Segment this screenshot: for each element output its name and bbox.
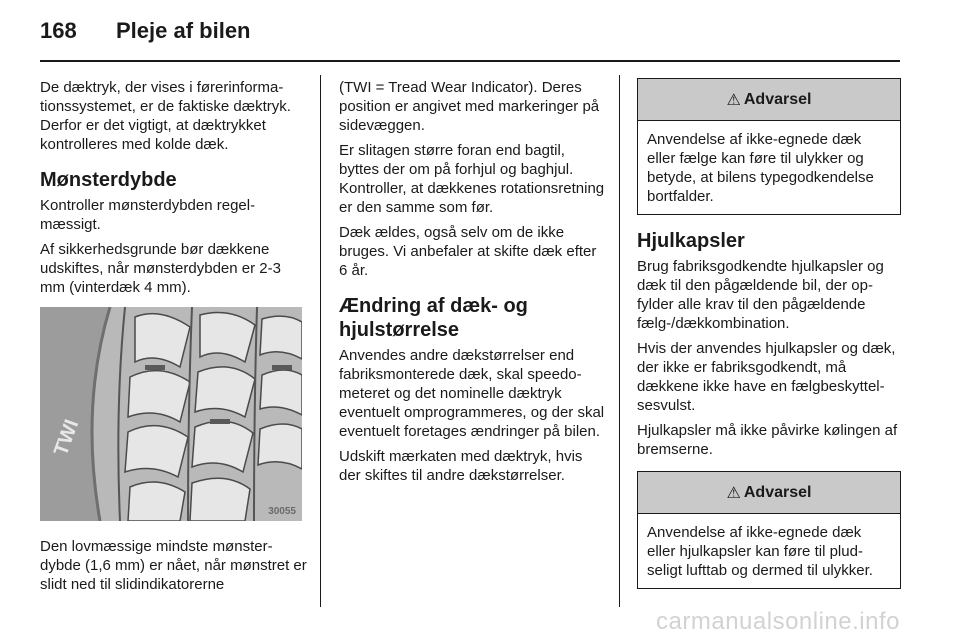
header-rule [40, 60, 900, 62]
paragraph-tire-pressure: De dæktryk, der vises i førerinformationssystemet, er de faktiske dæktryk. Derfor er det vigtigt, at dæktrykket kontrolleres med kolde dæk. [40, 79, 291, 153]
column-3 [637, 78, 901, 603]
paragraph-replace-tires: Af sikkerhedsgrunde bør dækkene udskiftes, når mønsterdybden er 2-3 mm (vinterdæk 4 mm). [40, 241, 281, 296]
heading-wheel-covers: Hjulkapsler [637, 230, 745, 252]
paragraph-other-sizes: Anvendes andre dækstørrelser end fabriksmonterede dæk, skal speedometeret og det nominelle dæktryk eventuelt omprogrammeres, og der skal eventuelt foretages ændringer på bilen. [339, 347, 605, 440]
paragraph-rotate-wheels: Er slitagen større foran end bagtil, byttes der om på forhjul og baghjul. Kontroller, at dækkenes rotationsretning er den samme som før. [339, 142, 605, 216]
column-1 [40, 78, 308, 600]
tire-tread-illustration [40, 307, 302, 521]
warning-title: Advarsel [743, 483, 812, 501]
warning-box-covers [637, 471, 901, 589]
page-header [40, 18, 251, 48]
paragraph-approved-covers: Brug fabriksgodkendte hjulkapsler og dæk til den pågældende bil, der opfylder alle krav til den pågældende fælg-/dækkombination. [637, 258, 884, 332]
paragraph-non-approved: Hvis der anvendes hjulkapsler og dæk, der ikke er fabriksgodkendt, må dækkene ikke have en fælgbeskyttelsesvulst. [637, 340, 896, 414]
warning-header [638, 79, 900, 121]
paragraph-replace-label: Udskift mærkaten med dæktryk, hvis der skiftes til andre dækstørrelser. [339, 448, 583, 484]
watermark: carmanualsonline.info [656, 608, 900, 635]
column-2 [339, 78, 607, 491]
warning-box-rims [637, 78, 901, 215]
warning-body: Anvendelse af ikke-egnede dæk eller hjulkapsler kan føre til pludseligt lufttab og dermed til ulykker. [647, 524, 873, 579]
warning-title: Advarsel [743, 90, 812, 108]
page-title: Pleje af bilen [116, 18, 251, 43]
warning-icon: ⚠ [726, 91, 741, 109]
paragraph-brake-cooling: Hjulkapsler må ikke påvirke kølingen af bremserne. [637, 422, 898, 458]
paragraph-twi: (TWI = Tread Wear Indicator). Deres position er angivet med markeringer på sidevæggen. [339, 79, 600, 134]
warning-header [638, 472, 900, 514]
page-number: 168 [40, 18, 77, 43]
column-divider-left [320, 75, 321, 607]
heading-change-size: Ændring af dæk- og hjulstørrelse [339, 295, 528, 341]
paragraph-tire-aging: Dæk ældes, også selv om de ikke bruges. Vi anbefaler at skifte dæk efter 6 år. [339, 224, 597, 279]
column-divider-right [619, 75, 620, 607]
heading-tread-depth: Mønsterdybde [40, 169, 177, 191]
paragraph-minimum-depth: Den lovmæssige mindste mønsterdybde (1,6 mm) er nået, når mønstret er slidt ned til slidindikatorerne [40, 538, 307, 593]
tread-wear-figure [40, 307, 302, 521]
twi-label: TWI [50, 416, 84, 459]
figure-number: 30055 [268, 506, 296, 517]
warning-icon: ⚠ [726, 484, 741, 502]
warning-body: Anvendelse af ikke-egnede dæk eller fælge kan føre til ulykker og betyde, at bilens typegodkendelse bortfalder. [647, 131, 874, 205]
paragraph-check-tread: Kontroller mønsterdybden regelmæssigt. [40, 197, 256, 233]
